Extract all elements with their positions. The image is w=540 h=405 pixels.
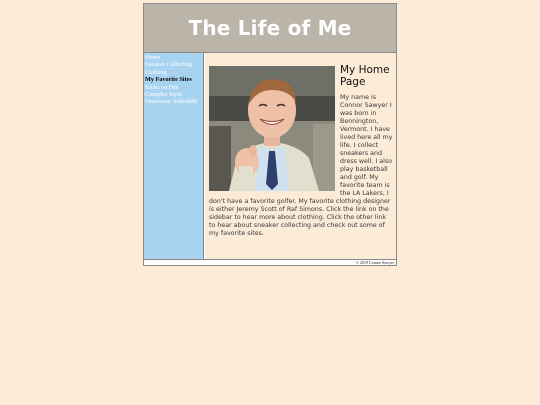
copyright-text: © 2019 Connor Sawyer [355, 260, 394, 265]
main-content [205, 53, 396, 259]
nav-link-kicks-on-fire[interactable]: Kicks on Fire [145, 83, 179, 91]
profile-photo [209, 66, 335, 191]
nav-link-streetwear-subreddit[interactable]: Streetwear Subreddit [145, 98, 198, 106]
page-heading: My Home Page [340, 64, 390, 88]
nav-link-home[interactable]: Home [145, 54, 161, 61]
nav-link-complex-style[interactable]: Complex Style [145, 91, 182, 99]
intro-paragraph: My name is Connor Sawyer I was born in Bennington, Vermont. I have lived here all my life. I collect sneakers and dress well. I also play basketball and golf. My favorite team is the LA Lakers, I don't have a favorite golfer. My favorite clothing designer is either Jeremy Scott of Raf Simons. Click the link on the sidebar to hear more about clothing. Click the other link to hear about sneaker collecting and check out some of my favorite sites. [209, 94, 393, 237]
nav-link-sneaker-collecting[interactable]: Sneaker Collecting [145, 61, 193, 69]
site-title: The Life of Me [188, 16, 352, 40]
site-container [143, 3, 397, 266]
nav-link-clothing[interactable]: Clothing [145, 68, 167, 76]
site-footer [144, 259, 396, 265]
nav-link-my-favorite-sites[interactable]: My Favorite Sites [145, 76, 192, 84]
site-header [144, 4, 396, 53]
sidebar-nav [144, 53, 204, 259]
